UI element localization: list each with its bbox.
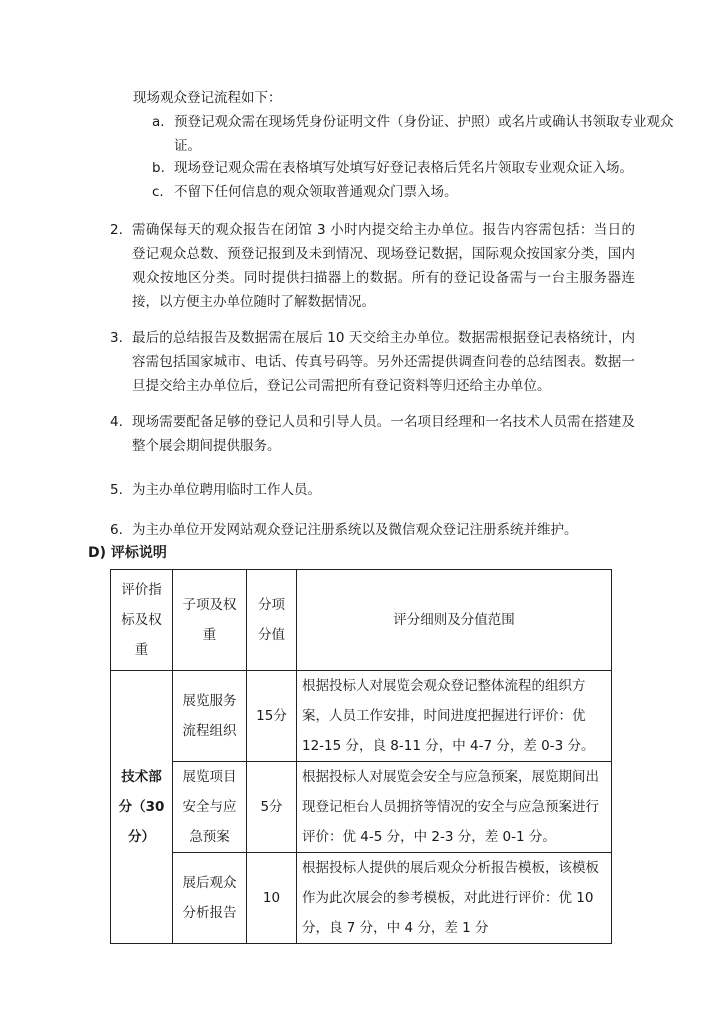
item-text: 为主办单位聘用临时工作人员。 (132, 482, 321, 498)
item-text: 为主办单位开发网站观众登记注册系统以及微信观众登记注册系统并维护。 (132, 522, 578, 538)
numbered-item-6 (110, 518, 635, 542)
item-text: 现场需要配备足够的登记人员和引导人员。一名项目经理和一名技术人员需在搭建及整个展会期间提供服务。 (132, 414, 635, 454)
sub-item-text: 不留下任何信息的观众领取普通观众门票入场。 (174, 184, 458, 200)
item-marker: 6. (110, 522, 123, 538)
sub-item-marker: a. (152, 114, 165, 130)
sub-item-cell: 展览服务流程组织 (173, 671, 247, 762)
numbered-item-2 (110, 218, 635, 314)
item-marker: 4. (110, 414, 123, 430)
table-header-row (111, 570, 612, 671)
score-cell: 15分 (247, 671, 297, 762)
table-header-cell: 子项及权重 (173, 570, 247, 671)
category-cell: 技术部分（30分） (111, 671, 173, 944)
item-marker: 2. (110, 222, 123, 238)
item-marker: 3. (110, 330, 123, 346)
sub-item-c (152, 180, 692, 204)
table-header-cell: 评价指标及权重 (111, 570, 173, 671)
numbered-item-3 (110, 326, 635, 398)
table-row (111, 671, 612, 762)
score-cell: 10 (247, 853, 297, 944)
sub-item-cell: 展览项目安全与应急预案 (173, 762, 247, 853)
sub-item-marker: c. (152, 184, 164, 200)
item-text: 最后的总结报告及数据需在展后 10 天交给主办单位。数据需根据登记表格统计，内容需包括国家城市、电话、传真号码等。另外还需提供调查问卷的总结图表。数据一旦提交给主办单位后，登记公司需把所有登记资料等归还给主办单位。 (132, 330, 635, 394)
detail-cell: 根据投标人对展览会安全与应急预案，展览期间出现登记柜台人员拥挤等情况的安全与应急预案进行评价：优 4-5 分，中 2-3 分，差 0-1 分。 (297, 762, 612, 853)
table-header-cell: 分项分值 (247, 570, 297, 671)
sub-item-cell: 展后观众分析报告 (173, 853, 247, 944)
section-heading: D) 评标说明 (88, 545, 167, 561)
sub-item-text: 预登记观众需在现场凭身份证明文件（身份证、护照）或名片或确认书领取专业观众证。 (174, 114, 674, 154)
numbered-item-5 (110, 478, 635, 502)
table-row (111, 853, 612, 944)
item-text: 需确保每天的观众报告在闭馆 3 小时内提交给主办单位。报告内容需包括：当日的登记观众总数、预登记报到及未到情况、现场登记数据，国际观众按国家分类，国内观众按地区分类。同时提供扫描器上的数据。所有的登记设备需与一台主服务器连接，以方便主办单位随时了解数据情况。 (132, 222, 635, 310)
sub-item-a (152, 110, 692, 158)
sub-item-marker: b. (152, 160, 165, 176)
detail-cell: 根据投标人提供的展后观众分析报告模板，该模板作为此次展会的参考模板，对此进行评价：优 10 分，良 7 分，中 4 分，差 1 分 (297, 853, 612, 944)
evaluation-table (110, 569, 612, 944)
item-marker: 5. (110, 482, 123, 498)
sub-item-b (152, 156, 692, 180)
numbered-item-4 (110, 410, 635, 458)
sub-item-text: 现场登记观众需在表格填写处填写好登记表格后凭名片领取专业观众证入场。 (174, 160, 633, 176)
intro-text: 现场观众登记流程如下： (133, 90, 282, 106)
table-row (111, 762, 612, 853)
detail-cell: 根据投标人对展览会观众登记整体流程的组织方案，人员工作安排，时间进度把握进行评价：优 12-15 分，良 8-11 分，中 4-7 分，差 0-3 分。 (297, 671, 612, 762)
table-header-cell: 评分细则及分值范围 (297, 570, 612, 671)
score-cell: 5分 (247, 762, 297, 853)
